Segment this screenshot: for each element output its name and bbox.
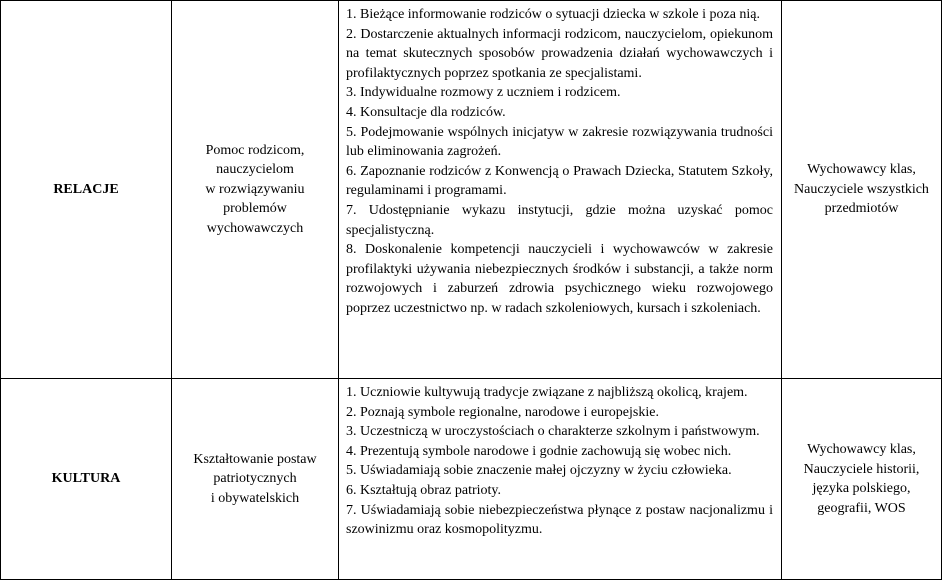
goal-line: patriotycznych — [213, 471, 297, 487]
task-item: 6. Kształtują obraz patrioty. — [346, 482, 501, 498]
tasks-cell — [339, 1, 782, 379]
area-cell: RELACJE — [1, 1, 172, 379]
task-item: 6. Zapoznanie rodziców z Konwencją o Prawach Dziecka, Statutem Szkoły, regulaminami i programami. — [346, 163, 773, 199]
goal-line: Pomoc rodzicom, — [205, 142, 305, 158]
task-item: 3. Uczestniczą w uroczystościach o charakterze szkolnym i państwowym. — [346, 424, 760, 440]
task-item: 5. Podejmowanie wspólnych inicjatyw w zakresie rozwiązywania trudności lub eliminowania zagrożeń. — [346, 124, 773, 160]
responsible-line: Nauczyciele wszystkich — [794, 181, 929, 197]
task-item: 4. Prezentują symbole narodowe i godnie zachowują się wobec nich. — [346, 443, 732, 459]
task-item: 7. Udostępnianie wykazu instytucji, gdzie można uzyskać pomoc specjalistyczną. — [346, 202, 773, 238]
task-item: 2. Poznają symbole regionalne, narodowe i europejskie. — [346, 404, 659, 420]
task-item: 3. Indywidualne rozmowy z uczniem i rodzicem. — [346, 85, 621, 101]
task-item: 8. Doskonalenie kompetencji nauczycieli i wychowawców w zakresie profilaktyki używania niebezpiecznych środków i substancji, a także norm rozwojowych i zaburzeń zdrowia psychicznego wieku rozwojowego poprzez uczestnictwo np. w radach szkoleniowych, kursach i szkoleniach. — [346, 242, 773, 316]
area-cell: KULTURA — [1, 379, 172, 580]
task-item: 1. Uczniowie kultywują tradycje związane z najbliższą okolicą, krajem. — [346, 385, 748, 400]
goal-line: i obywatelskich — [210, 490, 300, 506]
responsible-line: Wychowawcy klas, — [807, 162, 916, 178]
table-row — [1, 1, 942, 379]
goal-cell — [172, 379, 339, 580]
responsible-line: przedmiotów — [824, 201, 899, 217]
task-item: 5. Uświadamiają sobie znaczenie małej ojczyzny w życiu człowieka. — [346, 463, 732, 479]
goal-line: w rozwiązywaniu — [205, 181, 305, 197]
table-row — [1, 379, 942, 580]
goal-line: wychowawczych — [206, 220, 304, 236]
responsible-line: Wychowawcy klas, — [807, 442, 916, 457]
task-item: 7. Uświadamiają sobie niebezpieczeństwa płynące z postaw nacjonalizmu i szowinizmu oraz kosmopolityzmu. — [346, 502, 773, 538]
task-item: 1. Bieżące informowanie rodziców o sytuacji dziecka w szkole i poza nią. — [346, 7, 761, 22]
task-list — [339, 379, 781, 540]
responsible-line: geografii, WOS — [817, 500, 906, 516]
responsible-cell — [782, 1, 942, 379]
task-list — [339, 1, 781, 319]
goal-line: nauczycielom — [216, 162, 294, 178]
task-item: 4. Konsultacje dla rodziców. — [346, 104, 506, 120]
responsible-cell — [782, 379, 942, 580]
goal-line: Kształtowanie postaw — [193, 451, 317, 467]
task-item: 2. Dostarczenie aktualnych informacji rodzicom, nauczycielom, opiekunom na temat skutecznych sposobów prowadzenia działań wychowawczych i profilaktycznych poprzez spotkania ze specjalistami. — [346, 26, 773, 81]
responsible-line: języka polskiego, — [812, 481, 911, 496]
tasks-cell — [339, 379, 782, 580]
goal-line: problemów — [223, 201, 287, 217]
responsible-line: Nauczyciele historii, — [803, 461, 920, 477]
goal-cell — [172, 1, 339, 379]
